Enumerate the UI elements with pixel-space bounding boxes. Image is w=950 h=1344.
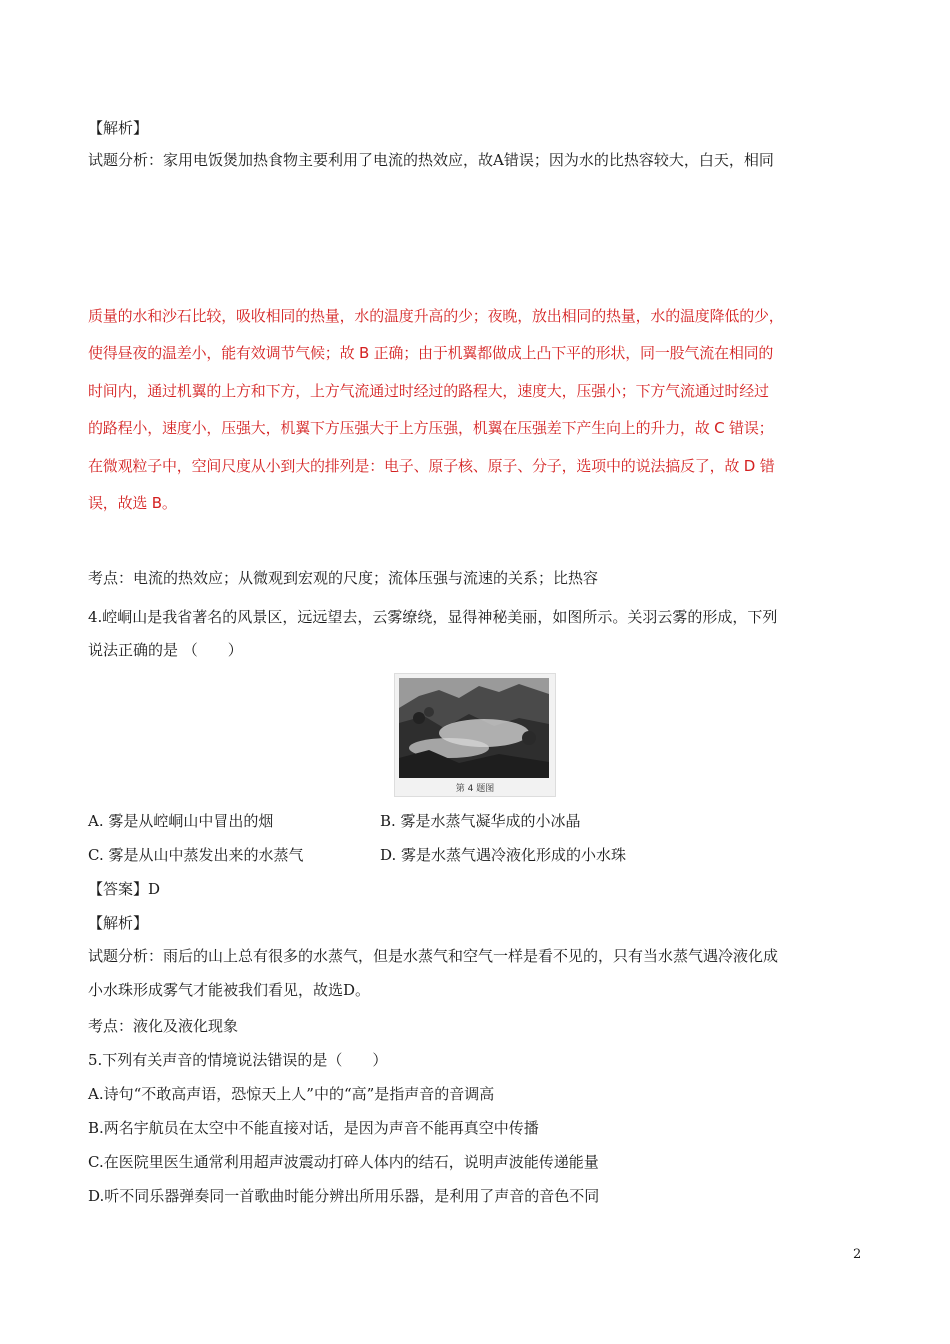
analysis-text: 试题分析：家用电饭煲加热食物主要利用了电流的热效应，故A错误；因为水的比热容较大，白天，相同: [88, 151, 774, 169]
red-text-line: 使得昼夜的温差小，能有效调节气候；故 B 正确；由于机翼都做成上凸下平的形状，同一股气流在相同的: [88, 344, 774, 362]
question-5-stem: 5.下列有关声音的情境说法错误的是（ ）: [88, 1051, 388, 1069]
q5-option-c: C.在医院里医生通常利用超声波震动打碎人体内的结石，说明声波能传递能量: [88, 1153, 599, 1171]
figure-caption: 第 4 题图: [455, 784, 495, 794]
option-d: D. 雾是水蒸气遇冷液化形成的小水珠: [380, 846, 627, 864]
red-text-line: 的路程小，速度小，压强大，机翼下方压强大于上方压强，机翼在压强差下产生向上的升力，故 C 错误；: [88, 419, 774, 437]
analysis-text: 试题分析：雨后的山上总有很多的水蒸气，但是水蒸气和空气一样是看不见的，只有当水蒸气遇冷液化成: [88, 947, 779, 965]
page-number: 2: [853, 1247, 862, 1262]
red-text-line: 质量的水和沙石比较，吸收相同的热量，水的温度升高的少；夜晚，放出相同的热量，水的温度降低的少，: [88, 307, 784, 325]
analysis-text-cont: 小水珠形成雾气才能被我们看见，故选D。: [88, 981, 371, 999]
red-text-line: 在微观粒子中，空间尺度从小到大的排列是：电子、原子核、原子、分子，选项中的说法搞反了，故 D 错: [88, 457, 775, 475]
red-text-line: 误，故选 B。: [88, 494, 177, 512]
question-4-stem: 4.崆峒山是我省著名的风景区，远远望去，云雾缭绕，显得神秘美丽，如图所示。关羽云雾的形成，下列: [88, 608, 778, 626]
jiexi-label: 【解析】: [88, 119, 149, 137]
option-b: B. 雾是水蒸气凝华成的小冰晶: [380, 812, 581, 830]
red-text-line: 时间内，通过机翼的上方和下方，上方气流通过时经过的路程大，速度大，压强小；下方气流通过时经过: [88, 382, 769, 400]
mountain-fog-figure: [394, 673, 556, 797]
q5-option-d: D.听不同乐器弹奏同一首歌曲时能分辨出所用乐器，是利用了声音的音色不同: [88, 1187, 600, 1205]
mountain-photo: [399, 678, 549, 778]
question-4-stem-cont: 说法正确的是 （ ）: [88, 641, 243, 659]
kaodian-text: 考点：液化及液化现象: [88, 1017, 239, 1035]
q5-option-b: B.两名宇航员在太空中不能直接对话，是因为声音不能再真空中传播: [88, 1119, 539, 1137]
option-c: C. 雾是从山中蒸发出来的水蒸气: [88, 846, 304, 864]
option-a: A. 雾是从崆峒山中冒出的烟: [88, 812, 274, 830]
jiexi-label: 【解析】: [88, 914, 149, 932]
q5-option-a: A.诗句“不敢高声语，恐惊天上人”中的“高”是指声音的音调高: [88, 1085, 495, 1103]
kaodian-text: 考点：电流的热效应；从微观到宏观的尺度；流体压强与流速的关系；比热容: [88, 569, 599, 587]
answer-label: 【答案】D: [88, 880, 161, 898]
